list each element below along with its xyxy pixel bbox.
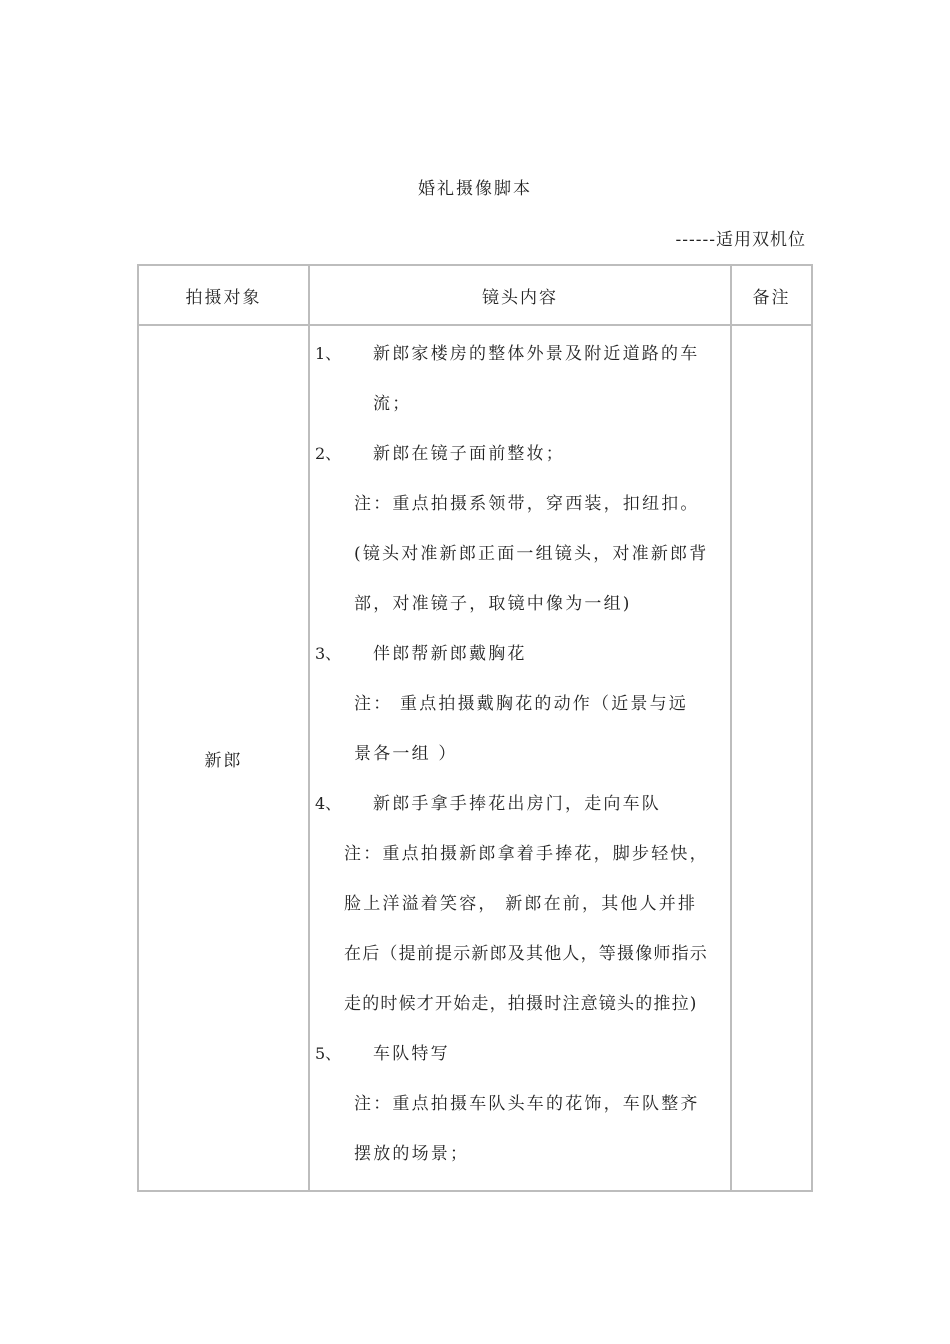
note-text: 在后（提前提示新郎及其他人，等摄像师指示: [344, 944, 708, 964]
table-header-row: [139, 266, 811, 324]
item-number: 2、: [315, 444, 342, 463]
item-number: 4、: [315, 794, 342, 813]
item-text: 车队特写: [373, 1044, 450, 1064]
item-number: 1、: [315, 344, 342, 363]
item-text: 新郎手拿手捧花出房门，走向车队: [373, 794, 661, 814]
note-text: 走的时候才开始走，拍摄时注意镜头的推拉): [344, 994, 698, 1014]
item-text: 新郎家楼房的整体外景及附近道路的车: [373, 344, 700, 364]
item-number: 3、: [315, 644, 342, 663]
note-text: 注： 重点拍摄戴胸花的动作（近景与远: [354, 694, 689, 714]
content-cell: [310, 326, 730, 1190]
item-text: 伴郎帮新郎戴胸花: [373, 644, 527, 664]
shot-list: [310, 326, 730, 1190]
header-content: 镜头内容: [310, 266, 730, 324]
item-text: 新郎在镜子面前整妆；: [373, 444, 565, 464]
note-text: 景各一组 ）: [354, 744, 458, 764]
note-text: 摆放的场景；: [354, 1144, 470, 1164]
subject-cell: 新郎: [139, 326, 308, 1190]
remarks-cell: [732, 326, 811, 1190]
note-text: 脸上洋溢着笑容， 新郎在前，其他人并排: [344, 894, 698, 914]
item-text: 流；: [373, 394, 412, 414]
shooting-script-table: [137, 264, 813, 1192]
document-subtitle: ------适用双机位: [675, 230, 806, 250]
item-number: 5、: [315, 1044, 342, 1063]
header-subject: 拍摄对象: [139, 266, 308, 324]
note-text: 注：重点拍摄新郎拿着手捧花，脚步轻快，: [344, 844, 709, 864]
note-text: (镜头对准新郎正面一组镜头，对准新郎背: [354, 544, 709, 564]
note-text: 部，对准镜子，取镜中像为一组): [354, 594, 632, 614]
note-text: 注：重点拍摄车队头车的花饰，车队整齐: [354, 1094, 700, 1114]
header-remarks: 备注: [732, 266, 811, 324]
note-text: 注：重点拍摄系领带，穿西装，扣纽扣。: [354, 494, 700, 514]
table-row: [139, 326, 811, 1190]
document-title: 婚礼摄像脚本: [418, 179, 532, 199]
